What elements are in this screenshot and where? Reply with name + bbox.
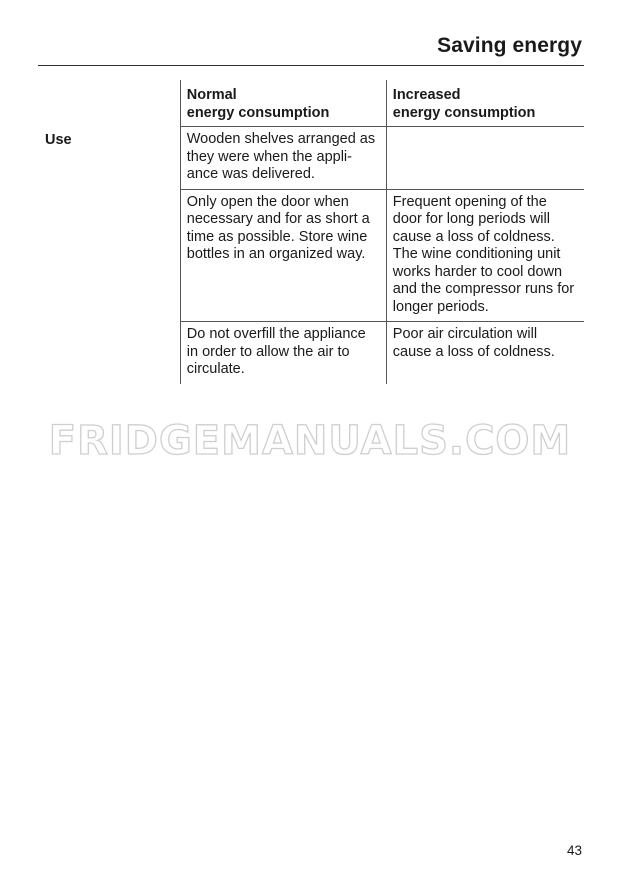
header-normal-line-2: energy consumption bbox=[186, 104, 330, 121]
section-label-use: Use bbox=[45, 131, 72, 148]
header-normal-line-1: Normal bbox=[186, 87, 237, 103]
table-row bbox=[38, 189, 584, 322]
normal-cell: Wooden shelves arranged as they were when the appli-ance was delivered. bbox=[180, 127, 386, 190]
title-divider bbox=[38, 65, 584, 66]
header-increased-consumption bbox=[386, 80, 584, 127]
watermark-text: FRIDGEMANUALS.COM bbox=[48, 418, 572, 464]
empty-label-cell bbox=[38, 322, 180, 384]
header-normal-consumption bbox=[180, 80, 386, 127]
table-header-row bbox=[38, 80, 584, 127]
header-empty-cell bbox=[38, 80, 180, 127]
increased-cell bbox=[386, 127, 584, 190]
empty-label-cell bbox=[38, 189, 180, 322]
header-increased-line-2: energy consumption bbox=[392, 104, 536, 121]
table-row bbox=[38, 127, 584, 190]
header-increased-line-1: Increased bbox=[392, 87, 461, 103]
page-number: 43 bbox=[566, 843, 582, 858]
increased-cell: Poor air circulation will cause a loss of coldness. bbox=[386, 322, 584, 384]
normal-cell: Do not overfill the appliance in order to allow the air to circulate. bbox=[180, 322, 386, 384]
normal-cell: Only open the door when necessary and for as short a time as possible. Store wine bottles in an organized way. bbox=[180, 189, 386, 322]
table-row bbox=[38, 322, 584, 384]
increased-cell: Frequent opening of the door for long periods will cause a loss of coldness. The wine conditioning unit works harder to cool down and the compressor runs for longer periods. bbox=[386, 189, 584, 322]
energy-consumption-table bbox=[38, 80, 584, 384]
page-title: Saving energy bbox=[437, 34, 582, 57]
